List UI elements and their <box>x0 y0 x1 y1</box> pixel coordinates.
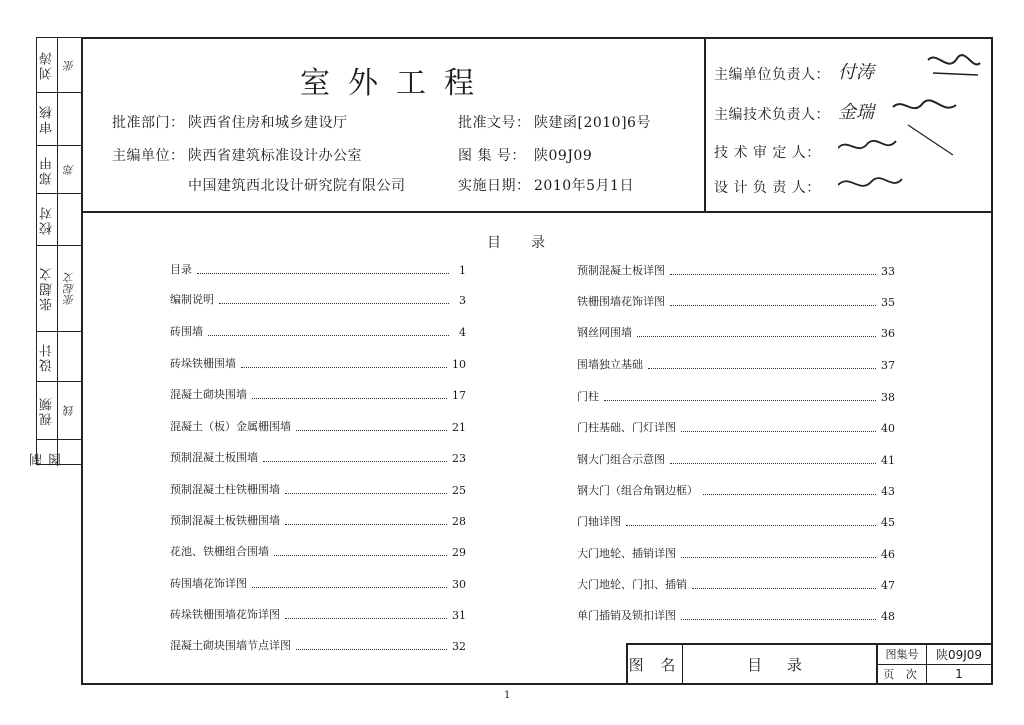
toc-entry <box>577 293 895 309</box>
toc-entry <box>577 451 895 467</box>
toc-entry-title: 单门插销及锁扣详图 <box>577 609 676 622</box>
toc-entry-title: 预制混凝土板详图 <box>577 264 665 277</box>
toc-entry-page: 17 <box>452 389 466 402</box>
role-signature: 金瑞 <box>838 102 874 123</box>
toc-entry-page: 25 <box>452 484 466 497</box>
toc-entry-title: 钢大门（组合角钢边框） <box>577 484 698 497</box>
toc-entry-title: 混凝土（板）金属栅围墙 <box>170 420 291 433</box>
toc-entry-title: 预制混凝土板围墙 <box>170 451 258 464</box>
toc-entry-page: 23 <box>452 452 466 465</box>
toc-entry-page: 37 <box>881 359 895 372</box>
toc-entry-page: 45 <box>881 516 895 529</box>
toc-entry-page: 1 <box>459 264 466 277</box>
toc-entry <box>170 418 466 434</box>
toc-entry-title: 大门地轮、门扣、插销 <box>577 578 687 591</box>
toc-entry-page: 28 <box>452 515 466 528</box>
strip-label: 设计 <box>39 341 55 372</box>
left-signature-strip <box>30 37 81 466</box>
header-divider <box>81 211 993 213</box>
toc-entry <box>170 512 466 528</box>
strip-row <box>37 194 81 246</box>
toc-entry <box>170 481 466 497</box>
toc-entry <box>577 356 895 372</box>
editor-label: 主编单位： <box>112 148 185 164</box>
approval-no-label: 批准文号： <box>458 115 531 131</box>
strip-signature: 张 <box>62 59 76 71</box>
toc-entry <box>170 323 466 339</box>
handwritten-signature-marks <box>838 45 988 205</box>
toc-entry-page: 36 <box>881 327 895 340</box>
toc-entry-title: 预制混凝土板铁栅围墙 <box>170 514 280 527</box>
toc-entry <box>170 543 466 559</box>
atlas-no-label: 图 集 号： <box>458 148 526 164</box>
toc-entry <box>577 388 895 404</box>
toc-entry-page: 29 <box>452 546 466 559</box>
toc-entry-page: 33 <box>881 265 895 278</box>
title-block-name-value: 目 录 <box>747 655 812 674</box>
approval-dept-label: 批准部门： <box>112 115 185 131</box>
toc-entry-title: 编制说明 <box>170 293 214 306</box>
toc-entry-title: 门柱 <box>577 390 599 403</box>
toc-entry <box>170 606 466 622</box>
toc-entry-page: 31 <box>452 609 466 622</box>
toc-entry-title: 花池、铁栅组合围墙 <box>170 545 269 558</box>
toc-entry-page: 21 <box>452 421 466 434</box>
toc-entry <box>577 607 895 623</box>
header-right-divider <box>704 37 706 213</box>
toc-entry <box>577 513 895 529</box>
strip-label: 郑甲 <box>39 154 55 185</box>
toc-entry-title: 砖围墙 <box>170 325 203 338</box>
toc-entry <box>577 419 895 435</box>
toc-entry-title: 混凝土砌块围墙节点详图 <box>170 639 291 652</box>
effective-value: 2010年5月1日 <box>534 178 634 194</box>
effective-label: 实施日期： <box>458 178 531 194</box>
toc-entry <box>170 386 466 402</box>
toc-entry-page: 38 <box>881 391 895 404</box>
toc-entry <box>170 449 466 465</box>
toc-entry-title: 混凝土砌块围墙 <box>170 388 247 401</box>
bottom-page-mark: 1 <box>504 690 511 701</box>
toc-entry <box>577 482 895 498</box>
strip-signature: 钱 <box>62 405 76 416</box>
title-block-name-label: 图 名 <box>628 655 682 674</box>
role-label: 主编技术负责人： <box>714 107 830 123</box>
strip-row <box>37 246 81 332</box>
toc-entry-title: 门轴详图 <box>577 515 621 528</box>
toc-entry-page: 48 <box>881 610 895 623</box>
toc-entry <box>577 576 895 592</box>
toc-entry-page: 32 <box>452 640 466 653</box>
toc-heading: 目录 <box>487 235 575 251</box>
title-block-atlas-value: 陕09J09 <box>935 647 983 662</box>
toc-entry <box>170 355 466 371</box>
strip-signature: 张起文 <box>62 272 76 305</box>
toc-entry-title: 砖垛铁栅围墙花饰详图 <box>170 608 280 621</box>
approval-no-value: 陕建函[2010]6号 <box>534 115 651 131</box>
strip-row <box>37 382 81 440</box>
title-block-atlas-label: 图集号 <box>885 648 919 661</box>
toc-entry-title: 砖围墙花饰详图 <box>170 577 247 590</box>
toc-entry-page: 4 <box>459 326 466 339</box>
toc-entry-page: 40 <box>881 422 895 435</box>
strip-label: 张超文 <box>39 266 55 311</box>
toc-entry-page: 10 <box>452 358 466 371</box>
toc-entry-title: 砖垛铁栅围墙 <box>170 357 236 370</box>
toc-entry-title: 铁栅围墙花饰详图 <box>577 295 665 308</box>
toc-entry-page: 30 <box>452 578 466 591</box>
role-label: 主编单位负责人： <box>714 67 830 83</box>
role-label: 设 计 负 责 人： <box>714 180 821 196</box>
toc-entry <box>577 262 895 278</box>
role-signature: 付涛 <box>838 62 874 83</box>
toc-entry-page: 46 <box>881 548 895 561</box>
strip-row <box>37 38 81 93</box>
toc-entry-page: 43 <box>881 485 895 498</box>
editor-value-2: 中国建筑西北设计研究院有限公司 <box>188 178 406 194</box>
toc-entry <box>170 575 466 591</box>
editor-value-1: 陕西省建筑标准设计办公室 <box>188 148 362 164</box>
page-title: 室外工程 <box>300 66 492 101</box>
strip-signature: 郑 <box>62 164 76 175</box>
strip-label: 审核 <box>39 104 55 134</box>
role-label: 技 术 审 定 人： <box>714 145 821 161</box>
toc-entry-title: 钢丝网围墙 <box>577 326 632 339</box>
toc-entry-title: 目录 <box>170 263 192 276</box>
strip-row <box>37 332 81 382</box>
toc-entry-title: 门柱基础、门灯详图 <box>577 421 676 434</box>
toc-entry-page: 3 <box>459 294 466 307</box>
toc-entry-title: 大门地轮、插销详图 <box>577 547 676 560</box>
strip-row <box>37 93 81 146</box>
toc-entry <box>170 291 466 307</box>
toc-entry <box>170 637 466 653</box>
toc-entry-title: 预制混凝土柱铁栅围墙 <box>170 483 280 496</box>
title-block-page-value: 1 <box>955 667 963 681</box>
strip-label: 刘涛 <box>39 50 55 80</box>
strip-row <box>30 440 81 466</box>
toc-entry-title: 钢大门组合示意图 <box>577 453 665 466</box>
toc-entry-title: 围墙独立基础 <box>577 358 643 371</box>
toc-entry-page: 41 <box>881 454 895 467</box>
atlas-no-value: 陕09J09 <box>534 148 593 164</box>
toc-entry <box>170 261 466 277</box>
toc-entry <box>577 324 895 340</box>
toc-entry-page: 47 <box>881 579 895 592</box>
approval-dept-value: 陕西省住房和城乡建设厅 <box>188 115 348 131</box>
strip-label: 制图 <box>30 451 64 466</box>
strip-label: 视频 <box>39 395 55 426</box>
strip-label: 校对 <box>39 204 55 235</box>
toc-entry-page: 35 <box>881 296 895 309</box>
toc-entry <box>577 545 895 561</box>
strip-row <box>37 146 81 194</box>
title-block-page-label: 页 次 <box>883 668 921 681</box>
